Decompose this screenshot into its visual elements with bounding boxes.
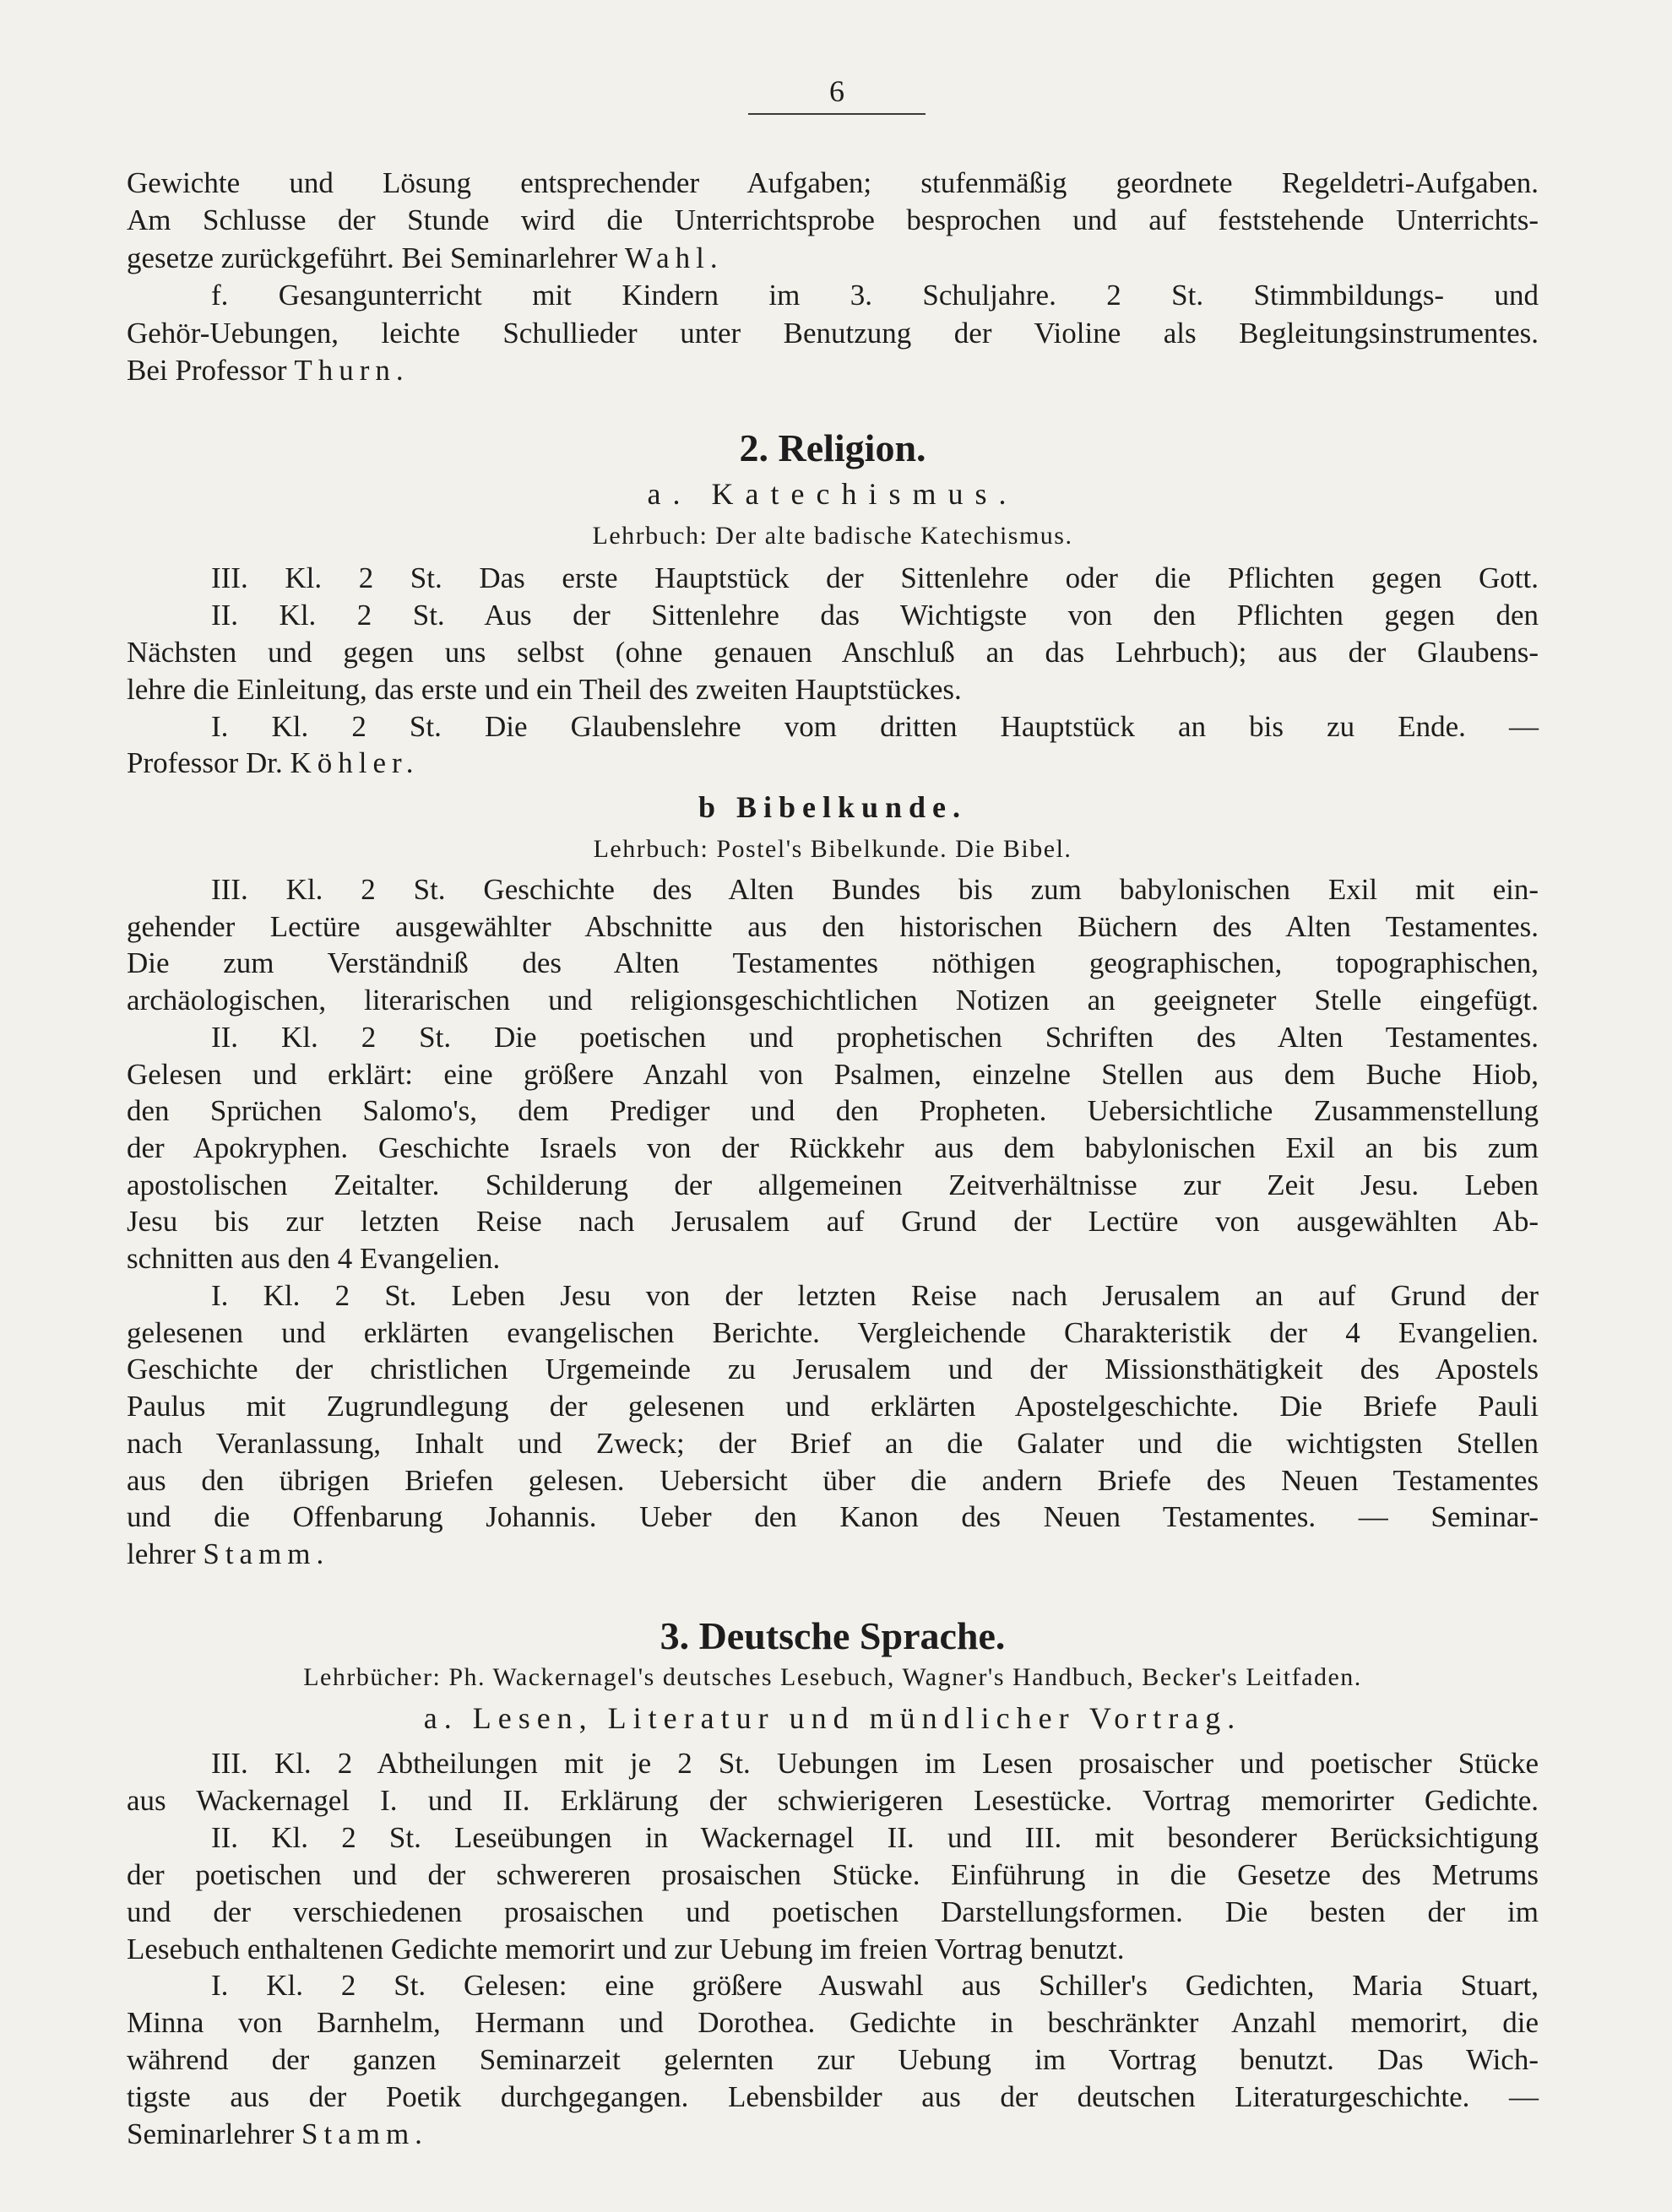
text-line: gelesenen und erklärten evangelischen Berichte. Vergleichende Charakteristik der 4 Evangelien. bbox=[127, 1316, 1539, 1349]
text-line: gehender Lectüre ausgewählter Abschnitte aus den historischen Büchern des Alten Testamentes. bbox=[127, 910, 1539, 943]
text-line: archäologischen, literarischen und religionsgeschichtlichen Notizen an geeigneter Stelle eingefügt. bbox=[127, 984, 1539, 1017]
text-line bbox=[127, 240, 1539, 277]
text-line: aus den übrigen Briefen gelesen. Uebersicht über die andern Briefe des Neuen Testamentes bbox=[127, 1464, 1539, 1497]
teacher-name: Thurn. bbox=[294, 354, 410, 387]
text-line: tigste aus der Poetik durchgegangen. Lebensbilder aus der deutschen Literaturgeschichte. — bbox=[127, 2080, 1539, 2113]
text-line bbox=[127, 352, 1539, 389]
text-line: II. Kl. 2 St. Leseübungen in Wackernagel II. und III. mit besonderer Berücksichtigung bbox=[211, 1821, 1539, 1854]
text-line: III. Kl. 2 St. Das erste Hauptstück der Sittenlehre oder die Pflichten gegen Gott. bbox=[211, 561, 1539, 594]
subsection-heading-bibelkunde: b Bibelkunde. bbox=[698, 790, 968, 824]
text-line: Geschichte der christlichen Urgemeinde zu Jerusalem und der Missionsthätigkeit des Apostels bbox=[127, 1353, 1539, 1385]
text-line: nach Veranlassung, Inhalt und Zweck; der Brief an die Galater und die wichtigsten Stellen bbox=[127, 1427, 1539, 1460]
text-line: II. Kl. 2 St. Die poetischen und prophetischen Schriften des Alten Testamentes. bbox=[211, 1021, 1539, 1054]
text-line: und die Offenbarung Johannis. Ueber den Kanon des Neuen Testamentes. — Seminar- bbox=[127, 1500, 1539, 1533]
section-heading-deutsche-sprache: 3. Deutsche Sprache. bbox=[660, 1614, 1006, 1657]
text-line bbox=[127, 745, 1539, 782]
textbook-note: Lehrbuch: Postel's Bibelkunde. Die Bibel. bbox=[593, 835, 1072, 863]
teacher-name: Stamm. bbox=[203, 1537, 330, 1570]
text-line: II. Kl. 2 St. Aus der Sittenlehre das Wichtigste von den Pflichten gegen den bbox=[211, 599, 1539, 632]
page-number-rule bbox=[748, 113, 926, 115]
text-line: III. Kl. 2 Abtheilungen mit je 2 St. Uebungen im Lesen prosaischer und poetischer Stücke bbox=[211, 1747, 1539, 1780]
text-line: I. Kl. 2 St. Die Glaubenslehre vom dritten Hauptstück an bis zu Ende. — bbox=[211, 710, 1539, 743]
text-line: apostolischen Zeitalter. Schilderung der allgemeinen Zeitverhältnisse zur Zeit Jesu. Leben bbox=[127, 1168, 1539, 1201]
text-line bbox=[127, 1536, 1539, 1573]
line-text: gesetze zurückgeführt. Bei Seminarlehrer bbox=[127, 241, 625, 274]
text-line: schnitten aus den 4 Evangelien. bbox=[127, 1242, 501, 1275]
text-line: den Sprüchen Salomo's, dem Prediger und den Propheten. Uebersichtliche Zusammenstellung bbox=[127, 1094, 1539, 1127]
text-line: aus Wackernagel I. und II. Erklärung der schwierigeren Lesestücke. Vortrag memorirter Gedichte. bbox=[127, 1784, 1539, 1817]
text-line: Nächsten und gegen uns selbst (ohne genauen Anschluß an das Lehrbuch); aus der Glaubens- bbox=[127, 636, 1539, 669]
text-line: Gelesen und erklärt: eine größere Anzahl von Psalmen, einzelne Stellen aus dem Buche Hiob, bbox=[127, 1058, 1539, 1091]
text-line bbox=[127, 2116, 1539, 2153]
textbook-note: Lehrbuch: Der alte badische Katechismus. bbox=[592, 522, 1073, 550]
text-line: Am Schlusse der Stunde wird die Unterrichtsprobe besprochen und auf feststehende Unterrichts- bbox=[127, 203, 1539, 236]
text-line: der Apokryphen. Geschichte Israels von der Rückkehr aus dem babylonischen Exil an bis zum bbox=[127, 1131, 1539, 1164]
line-text: lehrer bbox=[127, 1537, 204, 1570]
text-line: Die zum Verständniß des Alten Testamentes nöthigen geographischen, topographischen, bbox=[127, 946, 1539, 979]
textbook-note: Lehrbücher: Ph. Wackernagel's deutsches Lesebuch, Wagner's Handbuch, Becker's Leitfaden. bbox=[303, 1663, 1362, 1691]
text-line: lehre die Einleitung, das erste und ein Theil des zweiten Hauptstückes. bbox=[127, 673, 962, 706]
text-line: Minna von Barnhelm, Hermann und Dorothea. Gedichte in beschränkter Anzahl memorirt, die bbox=[127, 2006, 1539, 2039]
teacher-name: Wahl. bbox=[624, 241, 724, 274]
section-heading-religion: 2. Religion. bbox=[739, 426, 926, 469]
text-line: f. Gesangunterricht mit Kindern im 3. Schuljahre. 2 St. Stimmbildungs- und bbox=[211, 279, 1539, 312]
text-line: während der ganzen Seminarzeit gelernten zur Uebung im Vortrag benutzt. Das Wich- bbox=[127, 2043, 1539, 2076]
page-number: 6 bbox=[829, 74, 844, 108]
text-line: Gewichte und Lösung entsprechender Aufgaben; stufenmäßig geordnete Regeldetri-Aufgaben. bbox=[127, 166, 1539, 199]
text-line: Paulus mit Zugrundlegung der gelesenen und erklärten Apostelgeschichte. Die Briefe Pauli bbox=[127, 1390, 1539, 1423]
teacher-name: Stamm. bbox=[301, 2117, 428, 2150]
subsection-heading-lesen: a. Lesen, Literatur und mündlicher Vortrag. bbox=[423, 1701, 1242, 1735]
text-line: und der verschiedenen prosaischen und poetischen Darstellungsformen. Die besten der im bbox=[127, 1895, 1539, 1928]
text-line: Jesu bis zur letzten Reise nach Jerusalem auf Grund der Lectüre von ausgewählten Ab- bbox=[127, 1205, 1539, 1238]
text-line: III. Kl. 2 St. Geschichte des Alten Bundes bis zum babylonischen Exil mit ein- bbox=[211, 873, 1539, 906]
text-line: Lesebuch enthaltenen Gedichte memorirt und zur Uebung im freien Vortrag benutzt. bbox=[127, 1933, 1125, 1965]
subsection-heading-katechismus: a. Katechismus. bbox=[647, 477, 1018, 511]
teacher-name: Köhler. bbox=[290, 746, 420, 779]
text-line: der poetischen und der schwereren prosaischen Stücke. Einführung in die Gesetze des Metrums bbox=[127, 1858, 1539, 1891]
line-text: Bei Professor bbox=[127, 354, 295, 387]
text-line: I. Kl. 2 St. Gelesen: eine größere Auswahl aus Schiller's Gedichten, Maria Stuart, bbox=[211, 1969, 1539, 2002]
line-text: Professor Dr. bbox=[127, 746, 290, 779]
line-text: Seminarlehrer bbox=[127, 2117, 301, 2150]
text-line: I. Kl. 2 St. Leben Jesu von der letzten Reise nach Jerusalem an auf Grund der bbox=[211, 1279, 1539, 1312]
text-line: Gehör-Uebungen, leichte Schullieder unter Benutzung der Violine als Begleitungsinstrumentes. bbox=[127, 317, 1539, 350]
